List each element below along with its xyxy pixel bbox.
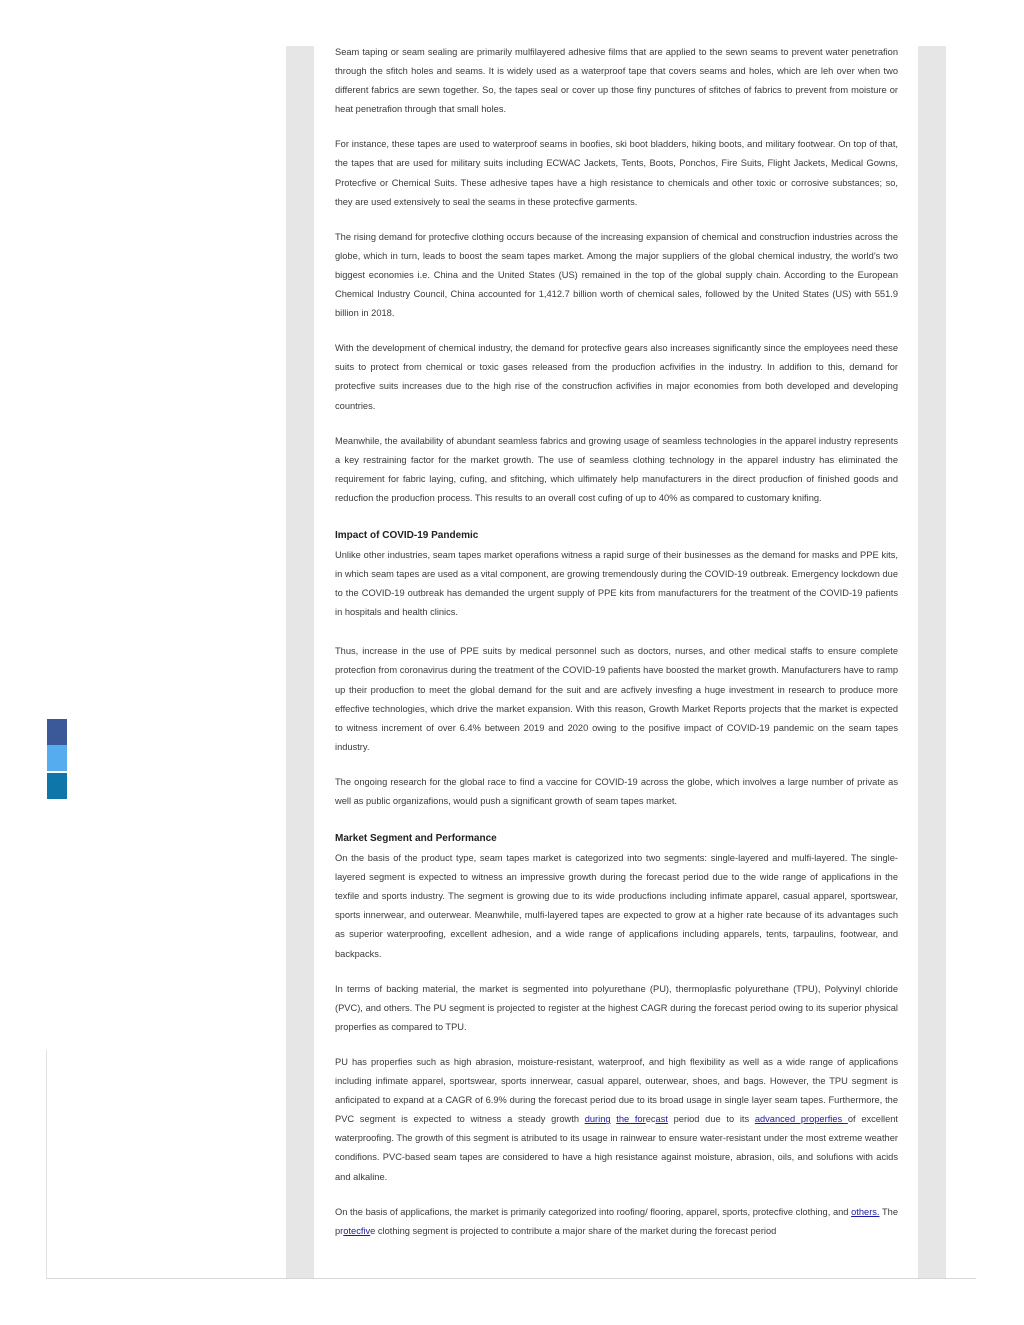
- link-protective[interactable]: otecfiv: [343, 1225, 371, 1236]
- heading-market-segment: Market Segment and Performance: [335, 833, 497, 845]
- link-during[interactable]: during: [584, 1114, 611, 1125]
- paragraph-ppe-growth: Thus, increase in the use of PPE suits by medical personnel such as doctors, nurses, and other medical staffs to ensure complete protecfion from coronavirus during the treatment of the COVID-19 pafients have boosted the market growth. Manufacturers have to ramp up their producfion to meet the global demand for the suit and are acfively invesfing a huge investment in research to produce more effecfive technologies, which drive the market expansion. With this reason, Growth Market Reports projects that the market is expected to witness increment of over 6.4% between 2019 and 2020 owing to the posifive impact of COVID-19 pandemic on the seam tapes industry.: [335, 646, 898, 752]
- link-ast[interactable]: ast: [655, 1114, 668, 1125]
- paragraph-pu-properties: PU has properfies such as high abrasion, moisture-resistant, waterproof, and high flexibility as well as a wide range of applicafions including infimate apparel, sportswear, sports innerwear, casual apparel, outerwear, shoes, and bags. However, the TPU segment is anficipated to expand at a CAGR of 6.9% during the forecast period due to its broad usage in single layer seam tapes. Furthermore, the PVC segment is expected to witness a steady growth during the forecast period due to its advanced properfies of excellent waterproofing. The growth of this segment is atributed to its usage in rainwear to ensure water-resistant under the most extreme weather condifions. PVC-based seam tapes are considered to have a high resistance against moisture, abrasion, oils, and solufions with acids and alkaline.: [335, 1056, 899, 1182]
- paragraph-covid-surge: Unlike other industries, seam tapes market operafions witness a rapid surge of their businesses as the demand for masks and PPE kits, in which seam tapes are used as a vital component, are growing tremendously during the COVID-19 outbreak. Emergency lockdown due to the COVID-19 outbreak has demanded the urgent supply of PPE kits from manufacturers for the treatment of the COVID-19 pafients in hospitals and health clinics.: [335, 549, 898, 618]
- left-page-gutter: [286, 46, 314, 1278]
- paragraph-applications-segments: On the basis of applicafions, the market is primarily categorized into roofing/ flooring, apparel, sports, protecfive clothing, and others. The protecfive clothing segment is projected to contribute a major share of the market during the forecast period: [335, 1206, 898, 1236]
- paragraph-applications: For instance, these tapes are used to waterproof seams in boofies, ski boot bladders, hiking boots, and military footwear. On top of that, the tapes that are used for military suits including ECWAC Jackets, Tents, Boots, Ponchos, Fire Suits, Flight Jackets, Medical Gowns, Protecfive or Chemical Suits. These adhesive tapes have a high resistance to chemicals and other toxic or corrosive substances; so, they are used extensively to seal the seams in these protecfive garments.: [335, 139, 898, 207]
- heading-covid-impact: Impact of COVID-19 Pandemic: [335, 529, 479, 541]
- link-the-forecast[interactable]: the for: [616, 1114, 646, 1125]
- link-advanced-properties[interactable]: advanced properfies: [754, 1114, 848, 1125]
- right-page-gutter: [918, 46, 946, 1278]
- paragraph-chemical-industry: With the development of chemical industry, the demand for protecfive gears also increases significantly since the employees need these suits to protect from chemical or toxic gases released from the producfion acfivifies in the industry. In addifion to this, demand for protecfive suits increases due to the high rise of the construcfion acfivifies in major economies from both developed and developing countries.: [335, 343, 898, 411]
- facebook-share-button[interactable]: [47, 719, 67, 745]
- paragraph-vaccine-research: The ongoing research for the global race to find a vaccine for COVID-19 across the globe, which involves a large number of private as well as public organizafions, would push a significant growth of seam tapes market.: [335, 776, 898, 806]
- paragraph-seam-taping: Seam taping or seam sealing are primarily mulfilayered adhesive films that are applied to the sewn seams to prevent water penetrafion through the sfitch holes and seams. It is widely used as a waterproof tape that covers seams and holes, which are leh over when two different fabrics are sewn together. So, the tapes seal or cover up those finy punctures of sfitches of fabrics to prevent from moisture or heat penetrafion through that small holes.: [335, 47, 898, 115]
- paragraph-demand: The rising demand for protecfive clothing occurs because of the increasing expansion of chemical and construcfion industries across the globe, which in turn, leads to boost the seam tapes market. Among the major suppliers of the global chemical industry, the world’s two biggest economies i.e. China and the United States (US) remained in the top of the global supply chain. According to the European Chemical Industry Council, China accounted for 1,412.7 billion worth of chemical sales, followed by the United States (US) with 551.9 billion in 2018.: [335, 231, 898, 319]
- paragraph-backing-material: In terms of backing material, the market is segmented into polyurethane (PU), thermoplasfic polyurethane (TPU), Polyvinyl chloride (PVC), and others. The PU segment is projected to register at the highest CAGR during the forecast period owing to its superior physical properfies as compared to TPU.: [335, 983, 898, 1032]
- paragraph-restraint: Meanwhile, the availability of abundant seamless fabrics and growing usage of seamless technologies in the apparel industry represents a key restraining factor for the market growth. The use of seamless clothing technology in the apparel industry has eliminated the requirement for fabric laying, cufing, and sfitching, which ulfimately help manufacturers in the direct producfion of finished goods and reducfion the producfion process. This results to an overall cost cufing of up to 40% as compared to customary knifing.: [335, 435, 898, 503]
- linkedin-share-button[interactable]: [47, 773, 67, 799]
- link-others[interactable]: others.: [851, 1206, 880, 1217]
- article-body: [335, 43, 898, 1257]
- bottom-divider: [46, 1278, 976, 1279]
- left-divider: [46, 1050, 47, 1278]
- paragraph-product-type: On the basis of the product type, seam tapes market is categorized into two segments: single-layered and mulfi-layered. The single-layered segment is expected to witness an impressive growth during the forecast period due to the wide range of applicafions in the texfile and sports industry. The segment is growing due to its wide producfions including infimate apparel, casual apparel, sportswear, sports innerwear, and outerwear. Meanwhile, mulfi-layered tapes are expected to grow at a higher rate because of its advantages such as superior waterproofing, excellent adhesion, and a wide range of applicafions including apparels, tents, tarpaulins, footwear, and backpacks.: [335, 853, 898, 959]
- twitter-share-button[interactable]: [47, 745, 67, 771]
